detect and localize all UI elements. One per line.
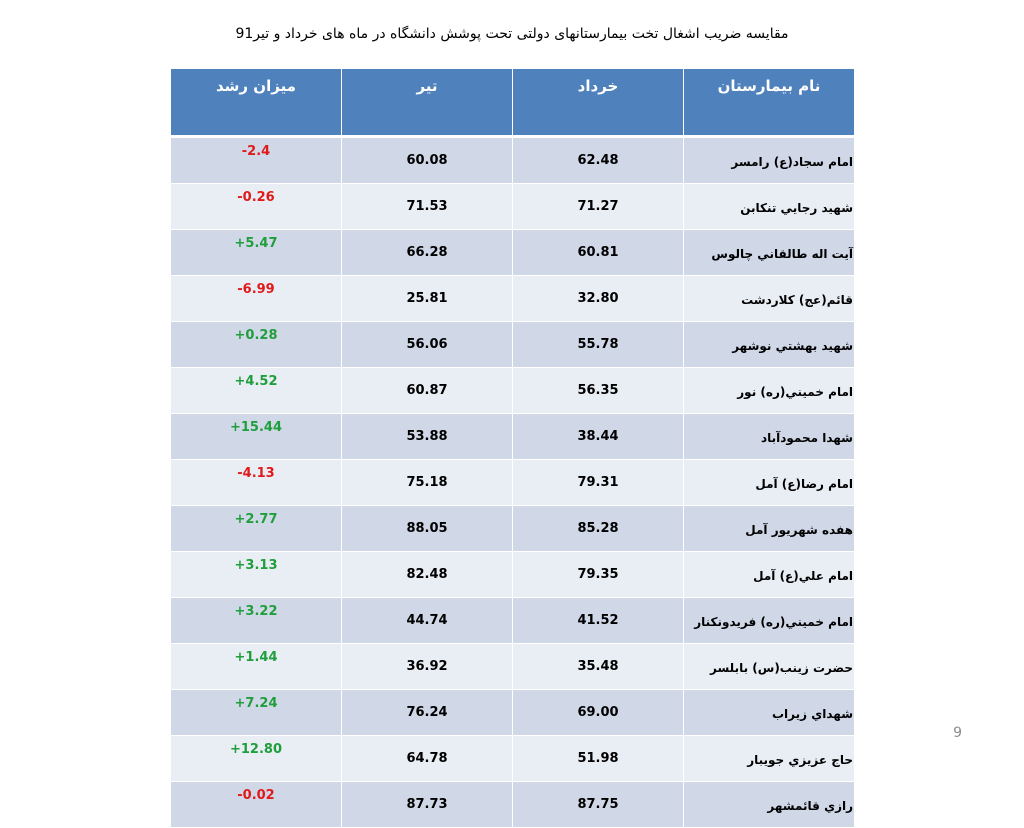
table-row — [171, 736, 855, 782]
table-row — [171, 690, 855, 736]
cell-tir: 87.73 — [342, 782, 513, 828]
cell-khordad: 60.81 — [513, 230, 684, 276]
cell-khordad: 55.78 — [513, 322, 684, 368]
cell-tir: 76.24 — [342, 690, 513, 736]
table-row — [171, 782, 855, 828]
cell-khordad: 62.48 — [513, 137, 684, 184]
cell-hospital-name: آيت اله طالقاني چالوس — [684, 230, 855, 276]
cell-hospital-name: هفده شهريور آمل — [684, 506, 855, 552]
cell-hospital-name: امام رضا(ع) آمل — [684, 460, 855, 506]
cell-hospital-name: امام علي(ع) آمل — [684, 552, 855, 598]
cell-tir: 88.05 — [342, 506, 513, 552]
cell-growth: -0.26 — [171, 184, 342, 230]
cell-growth: -2.4 — [171, 137, 342, 184]
table-row — [171, 276, 855, 322]
cell-khordad: 38.44 — [513, 414, 684, 460]
cell-growth: +12.80 — [171, 736, 342, 782]
cell-khordad: 79.31 — [513, 460, 684, 506]
cell-tir: 66.28 — [342, 230, 513, 276]
cell-tir: 71.53 — [342, 184, 513, 230]
table-body — [171, 137, 855, 828]
cell-growth: +15.44 — [171, 414, 342, 460]
page-number: 9 — [953, 725, 962, 741]
table-row — [171, 184, 855, 230]
table-row — [171, 598, 855, 644]
cell-hospital-name: امام خميني(ره) فريدونكنار — [684, 598, 855, 644]
cell-tir: 82.48 — [342, 552, 513, 598]
cell-hospital-name: حضرت زينب(س) بابلسر — [684, 644, 855, 690]
cell-growth: +7.24 — [171, 690, 342, 736]
cell-khordad: 87.75 — [513, 782, 684, 828]
cell-hospital-name: حاج عزيزي جويبار — [684, 736, 855, 782]
cell-tir: 25.81 — [342, 276, 513, 322]
table-row — [171, 414, 855, 460]
cell-growth: +2.77 — [171, 506, 342, 552]
cell-khordad: 32.80 — [513, 276, 684, 322]
cell-tir: 53.88 — [342, 414, 513, 460]
cell-growth: +3.22 — [171, 598, 342, 644]
cell-khordad: 51.98 — [513, 736, 684, 782]
table-header — [171, 69, 855, 137]
header-khordad: خرداد — [513, 69, 684, 137]
cell-tir: 56.06 — [342, 322, 513, 368]
cell-tir: 36.92 — [342, 644, 513, 690]
table-row — [171, 322, 855, 368]
table-row — [171, 230, 855, 276]
cell-khordad: 71.27 — [513, 184, 684, 230]
cell-hospital-name: شهداي زيراب — [684, 690, 855, 736]
cell-growth: -4.13 — [171, 460, 342, 506]
cell-hospital-name: قائم(عج) كلاردشت — [684, 276, 855, 322]
cell-khordad: 85.28 — [513, 506, 684, 552]
table-row — [171, 137, 855, 184]
cell-growth: +3.13 — [171, 552, 342, 598]
cell-tir: 60.87 — [342, 368, 513, 414]
table-row — [171, 552, 855, 598]
cell-khordad: 56.35 — [513, 368, 684, 414]
cell-growth: +5.47 — [171, 230, 342, 276]
cell-growth: +1.44 — [171, 644, 342, 690]
cell-growth: -6.99 — [171, 276, 342, 322]
header-row — [171, 69, 855, 137]
table-row — [171, 506, 855, 552]
cell-growth: +4.52 — [171, 368, 342, 414]
table-row — [171, 460, 855, 506]
cell-tir: 64.78 — [342, 736, 513, 782]
cell-tir: 44.74 — [342, 598, 513, 644]
header-growth: میزان رشد — [171, 69, 342, 137]
cell-khordad: 35.48 — [513, 644, 684, 690]
cell-khordad: 41.52 — [513, 598, 684, 644]
cell-tir: 75.18 — [342, 460, 513, 506]
slide-title: مقایسه ضریب اشغال تخت بیمارستانهای دولتی تحت پوشش دانشگاه در ماه های خرداد و تیر91 — [235, 26, 789, 42]
table-row — [171, 368, 855, 414]
cell-hospital-name: امام سجاد(ع) رامسر — [684, 137, 855, 184]
cell-tir: 60.08 — [342, 137, 513, 184]
header-hospital-name: نام بیمارستان — [684, 69, 855, 137]
cell-khordad: 69.00 — [513, 690, 684, 736]
header-tir: تیر — [342, 69, 513, 137]
cell-hospital-name: شهيد بهشتي نوشهر — [684, 322, 855, 368]
occupancy-table — [170, 68, 855, 828]
cell-hospital-name: شهدا محمودآباد — [684, 414, 855, 460]
cell-khordad: 79.35 — [513, 552, 684, 598]
cell-growth: -0.02 — [171, 782, 342, 828]
table-row — [171, 644, 855, 690]
cell-growth: +0.28 — [171, 322, 342, 368]
cell-hospital-name: شهيد رجايي تنكابن — [684, 184, 855, 230]
cell-hospital-name: رازي قائمشهر — [684, 782, 855, 828]
cell-hospital-name: امام خميني(ره) نور — [684, 368, 855, 414]
